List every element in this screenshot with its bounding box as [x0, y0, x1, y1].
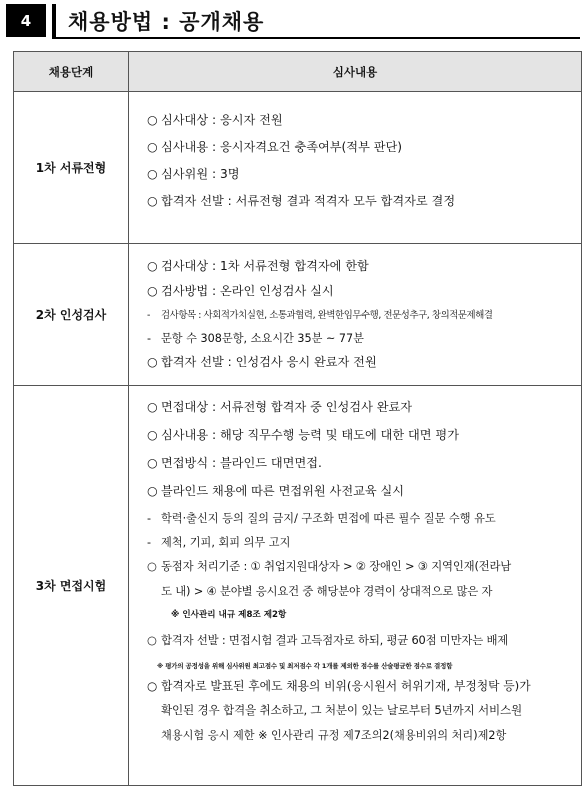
list-item: ○ 합격자로 발표된 후에도 채용의 비위(응시원서 허위기재, 부정청탁 등)가 — [147, 679, 531, 693]
list-item: ○ 면접대상 : 서류전형 합격자 중 인성검사 완료자 — [147, 400, 413, 414]
list-item: ○ 심사내용 : 해당 직무수행 능력 및 태도에 대한 대면 평가 — [147, 428, 459, 442]
list-item: - 제척, 기피, 회피 의무 고지 — [147, 536, 291, 549]
list-item: 채용시험 응시 제한 ※ 인사관리 규정 제7조의2(채용비위의 처리)제2항 — [161, 729, 507, 742]
title-underline — [52, 37, 580, 39]
stage-cell: 1차 서류전형 — [14, 92, 129, 244]
list-item: ○ 블라인드 채용에 따른 면접위원 사전교육 실시 — [147, 484, 405, 498]
table-header-row — [14, 52, 582, 92]
list-item: ○ 심사내용 : 응시자격요건 충족여부(적부 판단) — [147, 140, 403, 154]
list-item: ※ 평가의 공정성을 위해 심사위원 최고점수 및 최저점수 각 1개를 제외한 점수를 산술평균한 점수로 결정함 — [157, 662, 453, 670]
list-item: ○ 검사대상 : 1차 서류전형 합격자에 한함 — [147, 259, 369, 273]
list-item: ○ 심사위원 : 3명 — [147, 167, 240, 181]
content-cell — [129, 244, 582, 386]
header-content: 심사내용 — [129, 52, 582, 92]
table-row — [14, 386, 582, 786]
list-item: ※ 인사관리 내규 제8조 제2항 — [171, 610, 287, 620]
section-number: 4 — [20, 11, 32, 30]
list-item: ○ 검사방법 : 온라인 인성검사 실시 — [147, 284, 334, 298]
list-item: ○ 합격자 선발 : 서류전형 결과 적격자 모두 합격자로 결정 — [147, 194, 456, 208]
list-item: ○ 합격자 선발 : 인성검사 응시 완료자 전원 — [147, 355, 377, 369]
list-item: - 문항 수 308문항, 소요시간 35분 ~ 77분 — [147, 332, 364, 345]
list-item: 확인된 경우 합격을 취소하고, 그 처분이 있는 날로부터 5년까지 서비스원 — [161, 703, 523, 717]
content-list — [147, 244, 573, 378]
stage-cell: 2차 인성검사 — [14, 244, 129, 386]
list-item: ○ 심사대상 : 응시자 전원 — [147, 113, 283, 127]
title-accent-bar — [52, 4, 56, 37]
list-item: ○ 합격자 선발 : 면접시험 결과 고득점자로 하되, 평균 60점 미만자는 배제 — [147, 633, 509, 647]
table-row — [14, 92, 582, 244]
header-stage: 채용단계 — [14, 52, 129, 92]
table-row — [14, 244, 582, 386]
content-cell — [129, 92, 582, 244]
content-list — [147, 386, 573, 752]
content-cell — [129, 386, 582, 786]
stage-cell: 3차 면접시험 — [14, 386, 129, 786]
list-item: - 학력·출신지 등의 질의 금지/ 구조화 면접에 따른 필수 질문 수행 유도 — [147, 512, 496, 525]
recruitment-table — [13, 51, 582, 786]
list-item: - 검사항목 : 사회적가치실현, 소통과협력, 완벽한임무수행, 전문성추구, 창의적문제해결 — [147, 310, 493, 321]
list-item: 도 내) > ④ 분야별 응시요건 중 해당분야 경력이 상대적으로 많은 자 — [161, 584, 493, 598]
list-item: ○ 동점자 처리기준 : ① 취업지원대상자 > ② 장애인 > ③ 지역인재(전라남 — [147, 559, 512, 573]
section-heading — [6, 4, 576, 37]
section-number-box — [6, 4, 46, 37]
list-item: ○ 면접방식 : 블라인드 대면면접. — [147, 456, 322, 470]
section-title: 채용방법 : 공개채용 — [68, 10, 265, 34]
content-list — [147, 92, 573, 219]
